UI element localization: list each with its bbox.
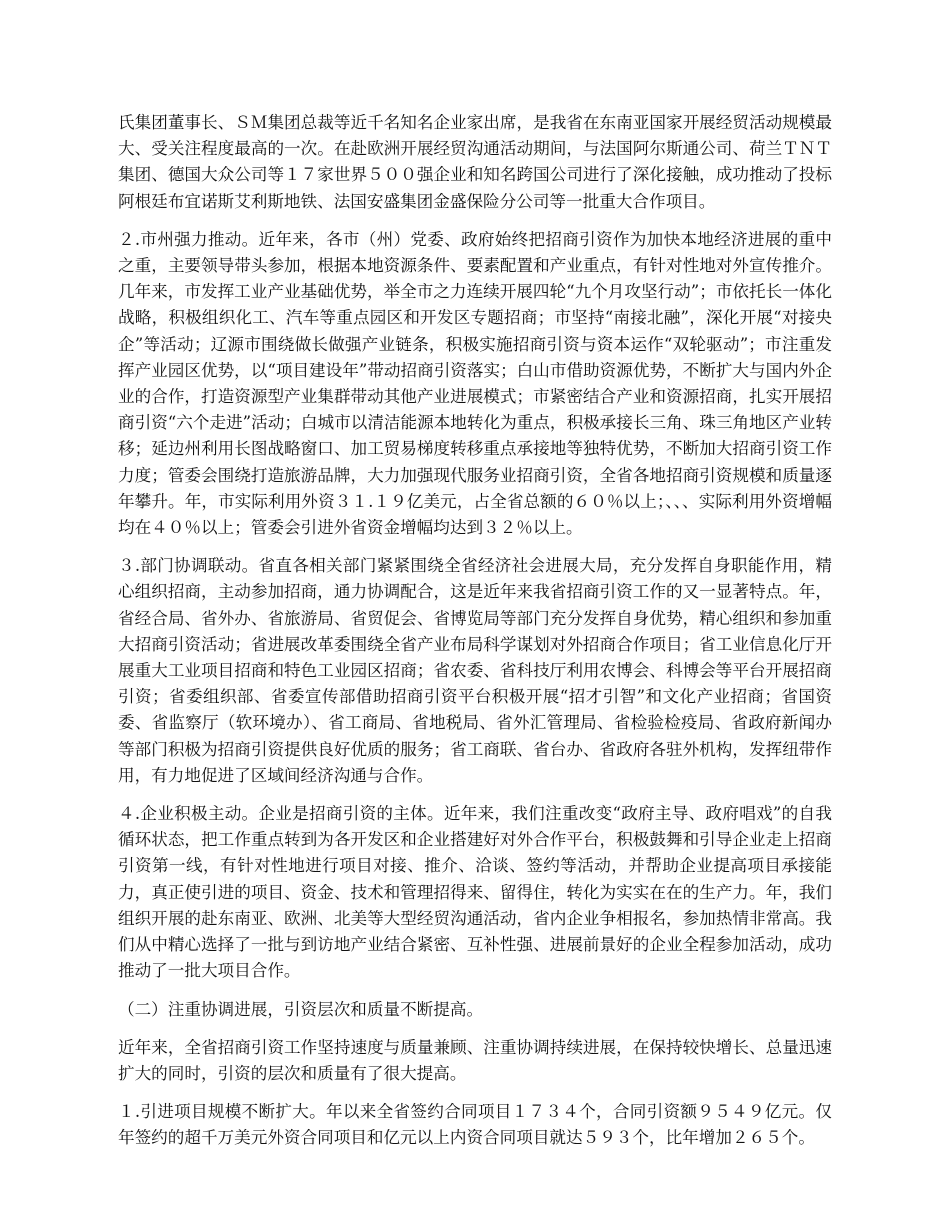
paragraph-section-intro: 近年来，全省招商引资工作坚持速度与质量兼顾、注重协调持续进展，在保持较快增长、总量迅速扩大的同时，引资的层次和质量有了很大提高。 xyxy=(118,1037,832,1083)
paragraph-city-promotion: ２.市州强力推动。近年来，各市（州）党委、政府始终把招商引资作为加快本地经济进展的重中之重，主要领导带头参加，根据本地资源条件、要素配置和产业重点，有针对性地对外宣传推介。几年来，市发挥工业产业基础优势，举全市之力连续开展四轮“九个月攻坚行动”；市依托长一体化战略，积极组织化工、汽车等重点园区和开发区专题招商；市坚持“南接北融”，深化开展“对接央企”等活动；辽源市围绕做长做强产业链条，积极实施招商引资与资本运作“双轮驱动”；市注重发挥产业园区优势，以“项目建设年”带动招商引资落实；白山市借助资源优势，不断扩大与国内外企业的合作，打造资源型产业集群带动其他产业进展模式；市紧密结合产业和资源招商，扎实开展招商引资“六个走进”活动；白城市以清洁能源本地转化为重点，积极承接长三角、珠三角地区产业转移；延边州利用长图战略窗口、加工贸易梯度转移重点承接地等独特优势，不断加大招商引资工作力度；管委会围绕打造旅游品牌，大力加强现代服务业招商引资，全省各地招商引资规模和质量逐年攀升。年，市实际利用外资３１.１９亿美元，占全省总额的６０％以上；、、、实际利用外资增幅均在４０％以上；管委会引进外省资金增幅均达到３２％以上。 xyxy=(118,229,832,538)
paragraph-intro-continued: 氏集团董事长、ＳＭ集团总裁等近千名知名企业家出席，是我省在东南亚国家开展经贸活动规模最大、受关注程度最高的一次。在赴欧洲开展经贸沟通活动期间，与法国阿尔斯通公司、荷兰ＴＮＴ集团、德国大众公司等１７家世界５００强企业和知名跨国公司进行了深化接触，成功推动了投标阿根廷布宜诺斯艾利斯地铁、法国安盛集团金盛保险分公司等一批重大合作项目。 xyxy=(118,113,832,211)
paragraph-project-scale: １.引进项目规模不断扩大。年以来全省签约合同项目１７３４个，合同引资额９５４９亿元。仅年签约的超千万美元外资合同项目和亿元以上内资合同项目就达５９３个，比年增加２６５个。 xyxy=(118,1102,832,1148)
paragraph-department-coordination: ３.部门协调联动。省直各相关部门紧紧围绕全省经济社会进展大局，充分发挥自身职能作用，精心组织招商，主动参加招商，通力协调配合，这是近年来我省招商引资工作的又一显著特点。年，省经合局、省外办、省旅游局、省贸促会、省博览局等部门充分发挥自身优势，精心组织和参加重大招商引资活动；省进展改革委围绕全省产业布局科学谋划对外招商合作项目；省工业信息化厅开展重大工业项目招商和特色工业园区招商；省农委、省科技厅利用农博会、科博会等平台开展招商引资；省委组织部、省委宣传部借助招商引资平台积极开展“招才引智”和文化产业招商；省国资委、省监察厅（软环境办）、省工商局、省地税局、省外汇管理局、省检验检疫局、省政府新闻办等部门积极为招商引资提供良好优质的服务；省工商联、省台办、省政府各驻外机构，发挥纽带作用，有力地促进了区域间经济沟通与合作。 xyxy=(118,556,832,785)
paragraph-enterprise-initiative: ４.企业积极主动。企业是招商引资的主体。近年来，我们注重改变“政府主导、政府唱戏”的自我循环状态，把工作重点转到为各开发区和企业搭建好对外合作平台，积极鼓舞和引导企业走上招商引资第一线，有针对性地进行项目对接、推介、洽谈、签约等活动，并帮助企业提高项目承接能力，真正使引进的项目、资金、技术和管理招得来、留得住，转化为实实在在的生产力。年，我们组织开展的赴东南亚、欧洲、北美等大型经贸沟通活动，省内企业争相报名，参加热情非常高。我们从中精心选择了一批与到访地产业结合紧密、互补性强、进展前景好的企业全程参加活动，成功推动了一批大项目合作。 xyxy=(118,804,832,981)
section-heading-coordinated-development: （二）注重协调进展，引资层次和质量不断提高。 xyxy=(118,999,484,1019)
